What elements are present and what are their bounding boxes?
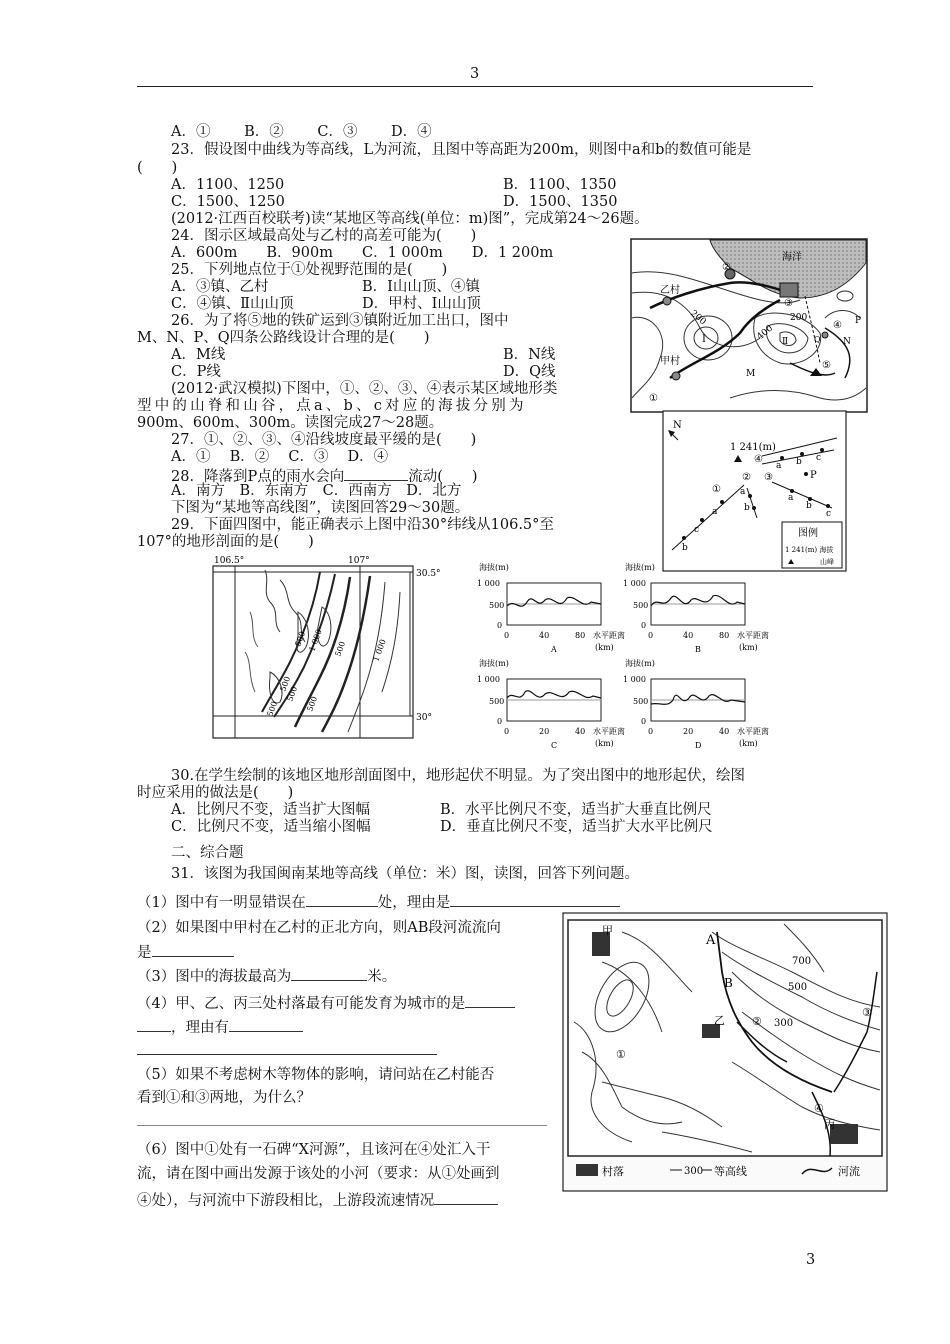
q31-part1 xyxy=(137,892,620,912)
q31-part6: （6）图中①处有一石碑“X河源”，且该河在④处汇入干 xyxy=(137,1142,491,1158)
map2-label-1c: c xyxy=(694,525,700,535)
profile-a-xtick-0: 0 xyxy=(504,631,510,640)
q31-part5-answer-line[interactable] xyxy=(137,1125,547,1126)
map1-label-4: ④ xyxy=(833,320,842,331)
map1-label-jiacun: 甲村 xyxy=(660,356,680,367)
q23-option-d: D．1500、1350 xyxy=(503,194,618,210)
header-rule xyxy=(137,86,813,87)
q31-part3 xyxy=(137,966,396,986)
profile-c-xtick-2: 40 xyxy=(575,727,586,736)
map2-legend-title: 图例 xyxy=(798,528,818,539)
profile-c-ytick-0: 0 xyxy=(497,717,503,726)
q23-option-b: B．1100、1350 xyxy=(503,177,617,193)
q31-part5: （5）如果不考虑树木等物体的影响，请问站在乙村能否 xyxy=(137,1067,495,1083)
q31-part4-answer-line[interactable] xyxy=(137,1054,437,1055)
q24-intro: (2012·江西百校联考)读“某地区等高线(单位：m)图”，完成第24～26题。 xyxy=(171,211,649,227)
profile-d-xtick-0: 0 xyxy=(648,727,654,736)
map1-label-yicun: 乙村 xyxy=(660,285,680,296)
map1-label-5: ⑤ xyxy=(822,360,831,371)
q26-option-c: C．P线 xyxy=(171,364,221,380)
map2-label-3: ③ xyxy=(764,472,773,483)
q27-intro-3: 900m、600m、300m。读图完成27～28题。 xyxy=(137,415,444,431)
profile-c xyxy=(477,658,625,750)
map2-north: N xyxy=(673,420,682,431)
q31-part4-a: （4）甲、乙、丙三处村落最有可能发育为城市的是 xyxy=(137,996,466,1012)
map4-label-yi: 乙 xyxy=(714,1014,725,1027)
map1-label-mount-2: Ⅱ xyxy=(782,337,789,347)
map2-label-p: P xyxy=(810,470,817,481)
map4-label-a: A xyxy=(706,933,716,948)
q25-stem: 25．下列地点位于①处视野范围的是( ) xyxy=(171,262,448,278)
q27-stem: 27．①、②、③、④沿线坡度最平缓的是( ) xyxy=(171,432,477,448)
profile-a-ytick-500: 500 xyxy=(489,601,505,610)
map3-contour-2: 1 000 xyxy=(307,628,324,653)
map1-label-sea: 海洋 xyxy=(782,252,802,263)
profile-b-ytick-0: 0 xyxy=(641,621,647,630)
q28-options: A．南方 B．东南方 C．西南方 D．北方 xyxy=(171,483,462,499)
q31-part6-b: 流，请在图中画出发源于该处的小河（要求：从①处画到 xyxy=(137,1166,500,1182)
q31-part6-blank[interactable] xyxy=(434,1190,498,1205)
q31-part2-blank[interactable] xyxy=(152,942,234,957)
q31-part1-b: 处，理由是 xyxy=(377,895,451,911)
profile-d-xtick-1: 20 xyxy=(683,727,694,736)
map3-lat-bottom: 30° xyxy=(416,713,432,723)
q31-part4-line2 xyxy=(137,1017,303,1037)
contour-map-sea xyxy=(630,238,868,413)
q31-part3-b: 米。 xyxy=(367,969,397,985)
q26-option-b: B．N线 xyxy=(503,347,556,363)
map3-lon-left: 106.5° xyxy=(214,556,245,566)
map2-label-1b: b xyxy=(682,543,688,553)
q27-intro: (2012·武汉模拟)下图中，①、②、③、④表示某区域地形类 xyxy=(171,381,558,397)
map4-legend-contour: 等高线 xyxy=(714,1165,747,1178)
map4-legend-village: 村落 xyxy=(602,1165,624,1178)
map2-label-4: ④ xyxy=(754,454,763,465)
profile-a-xlabel: 水平距离 xyxy=(593,631,625,640)
q26-stem: 26．为了将⑤地的铁矿运到③镇附近加工出口，图中 xyxy=(171,313,509,329)
q29-stem: 29．下面四图中，能正确表示上图中沿30°纬线从106.5°至 xyxy=(171,517,554,533)
q31-part1-blank2[interactable] xyxy=(450,892,620,907)
q23-option-c: C．1500、1250 xyxy=(171,194,285,210)
profile-a-xtick-1: 40 xyxy=(539,631,550,640)
map3-contour-4: 1 000 xyxy=(371,638,388,663)
map2-legend-text: 1 241(m) 海拔 xyxy=(785,546,834,554)
map2-label-2a: a xyxy=(740,487,746,497)
map4-label-b: B xyxy=(724,976,733,990)
profile-b-xunit: (km) xyxy=(739,643,758,652)
map1-label-200a: 200 xyxy=(688,308,708,328)
map2-label-4a: a xyxy=(776,461,782,471)
q29-stem-2: 107°的地形剖面的是( ) xyxy=(137,534,314,550)
map2-legend-peak: 山峰 xyxy=(820,558,834,566)
footer-page-number: 3 xyxy=(806,1252,816,1268)
map1-label-400: 400 xyxy=(755,323,776,343)
map2-label-3b: b xyxy=(806,501,812,511)
profile-b-xlabel: 水平距离 xyxy=(737,631,769,640)
profile-a xyxy=(477,562,625,654)
q26-option-a: A．M线 xyxy=(171,347,226,363)
map1-label-mount-1: Ⅰ xyxy=(702,334,706,345)
profile-d-letter: D xyxy=(695,741,702,750)
profile-d-xlabel: 水平距离 xyxy=(737,727,769,736)
q25-option-a: A．③镇、乙村 xyxy=(171,279,269,295)
q28-stem-part2: 流动( ) xyxy=(408,469,478,485)
map3-contour-1: 500 xyxy=(293,630,308,648)
map4-legend-300: 300 xyxy=(684,1166,704,1177)
q31-part3-a: （3）图中的海拔最高为 xyxy=(137,969,292,985)
map4-label-1: ① xyxy=(616,1048,626,1061)
profile-c-xtick-1: 20 xyxy=(539,727,550,736)
map3-lat-top: 30.5° xyxy=(416,569,441,579)
section-title: 二、综合题 xyxy=(171,845,244,861)
q31-part6-text: ④处），与河流中下游段相比，上游段流速情况 xyxy=(137,1193,435,1209)
q31-part1-a: （1）图中有一明显错误在 xyxy=(137,895,306,911)
profile-a-letter: A xyxy=(551,645,557,654)
terrain-profiles xyxy=(475,558,795,754)
q30-option-b: B．水平比例尺不变，适当扩大垂直比例尺 xyxy=(440,802,712,818)
q26-option-d: D．Q线 xyxy=(503,364,556,380)
profile-d-xunit: (km) xyxy=(739,739,758,748)
q30-option-d: D．垂直比例尺不变，适当扩大水平比例尺 xyxy=(440,819,713,835)
map4-label-4: ④ xyxy=(814,1102,824,1115)
map4-label-300: 300 xyxy=(774,1018,794,1029)
q30-option-a: A．比例尺不变，适当扩大图幅 xyxy=(171,802,370,818)
q25-option-d: D．甲村、Ⅰ山山顶 xyxy=(362,296,481,312)
q24-stem: 24．图示区域最高处与乙村的高差可能为( ) xyxy=(171,228,477,244)
map3-contour-3: 500 xyxy=(333,640,348,658)
profile-a-xtick-2: 80 xyxy=(575,631,586,640)
map2-label-4c: c xyxy=(816,453,822,463)
q30-stem-2: 时应采用的做法是( ) xyxy=(137,785,294,801)
q31-part4-blank1[interactable] xyxy=(465,993,515,1008)
map2-label-4b: b xyxy=(796,457,802,467)
q23-paren: ( ) xyxy=(137,160,178,176)
map4-label-jia: 甲 xyxy=(602,924,613,937)
map1-label-p: P xyxy=(855,316,862,326)
map4-label-3: ③ xyxy=(862,1006,872,1019)
profile-c-xlabel: 水平距离 xyxy=(593,727,625,736)
q31-part4-blank2[interactable] xyxy=(137,1017,171,1032)
map3-contour-6: 500 xyxy=(265,700,280,718)
q25-option-c: C．④镇、Ⅱ山山顶 xyxy=(171,296,294,312)
map1-label-n: N xyxy=(843,337,851,347)
profile-a-ylabel: 海拔(m) xyxy=(479,563,509,572)
q22-options: A．① B．② C．③ D．④ xyxy=(171,124,432,140)
profile-a-ytick-1000: 1 000 xyxy=(477,579,500,588)
map4-label-500: 500 xyxy=(788,982,808,993)
q23-option-a: A．1100、1250 xyxy=(171,177,285,193)
map3-contour-8: 500 xyxy=(305,695,320,713)
q27-options: A．① B．② C．③ D．④ xyxy=(171,449,389,465)
profile-c-ytick-500: 500 xyxy=(489,697,505,706)
map1-label-3: ③ xyxy=(784,298,793,309)
map2-peak: 1 241(m) xyxy=(730,442,776,453)
profile-d xyxy=(623,658,769,750)
q31-part4-b: ，理由有 xyxy=(171,1020,229,1036)
profile-b-xtick-0: 0 xyxy=(648,631,654,640)
q31-part2-label: 是 xyxy=(137,945,152,961)
minnan-contour-map xyxy=(562,912,888,1192)
map3-contour-7: 500 xyxy=(285,685,300,703)
profile-b-letter: B xyxy=(695,645,701,654)
map1-label-200b: 200 xyxy=(790,313,808,323)
map3-contour-5: 500 xyxy=(278,675,293,693)
q25-option-b: B．Ⅰ山山顶、④镇 xyxy=(362,279,480,295)
q31-part4-blank3[interactable] xyxy=(229,1017,303,1032)
q31-part4 xyxy=(137,993,515,1013)
map4-label-2: ② xyxy=(752,1015,762,1028)
q23-stem: 23．假设图中曲线为等高线，L为河流，且图中等高距为200m，则图中a和b的数值可能是 xyxy=(171,142,752,158)
profile-c-ylabel: 海拔(m) xyxy=(479,659,509,668)
map1-label-2: ② xyxy=(722,262,731,273)
header-page-number: 3 xyxy=(470,66,480,82)
q24-options: A．600m B．900m C．1 000m D．1 200m xyxy=(171,245,554,261)
q26-stem-2: M、N、P、Q四条公路线设计合理的是( ) xyxy=(137,330,430,346)
profile-a-xunit: (km) xyxy=(595,643,614,652)
profile-d-ytick-500: 500 xyxy=(633,697,649,706)
q28-stem-part1: 28．降落到P点的雨水会向 xyxy=(171,469,345,485)
map3-lon-right: 107° xyxy=(348,556,370,566)
map1-label-q: Q xyxy=(814,335,821,344)
profile-c-xtick-0: 0 xyxy=(504,727,510,736)
profile-a-ytick-0: 0 xyxy=(497,621,503,630)
q31-stem: 31．该图为我国闽南某地等高线（单位：米）图，读图，回答下列问题。 xyxy=(171,866,639,882)
map4-legend-river: 河流 xyxy=(838,1165,860,1178)
q31-part6-c xyxy=(137,1190,498,1210)
map2-label-1: ① xyxy=(712,484,721,495)
profile-c-xunit: (km) xyxy=(595,739,614,748)
q27-intro-2: 型中的山脊和山谷，点a、b、c对应的海拔分别为 xyxy=(137,398,527,414)
contour-map-coordinates xyxy=(210,552,450,742)
profile-b-xtick-1: 40 xyxy=(683,631,694,640)
map2-label-1a: a xyxy=(712,507,718,517)
profile-b xyxy=(623,562,769,654)
q28-blank[interactable] xyxy=(344,466,408,481)
map2-label-2b: b xyxy=(744,503,750,513)
q29-intro: 下图为“某地等高线图”，读图回答29～30题。 xyxy=(171,500,470,516)
q31-part3-blank[interactable] xyxy=(291,966,367,981)
profile-c-letter: C xyxy=(551,741,558,750)
map1-label-1: ① xyxy=(649,393,658,404)
map2-label-3a: a xyxy=(788,493,794,503)
profile-d-xtick-2: 40 xyxy=(719,727,730,736)
profile-b-ylabel: 海拔(m) xyxy=(625,563,655,572)
q30-stem: 30.在学生绘制的该地区地形剖面图中，地形起伏不明显。为了突出图中的地形起伏，绘图 xyxy=(171,768,746,784)
map2-label-3c: c xyxy=(826,509,832,519)
profile-d-ytick-0: 0 xyxy=(641,717,647,726)
profile-d-ylabel: 海拔(m) xyxy=(625,659,655,668)
q31-part5-b: 看到①和③两地，为什么？ xyxy=(137,1090,311,1106)
q30-option-c: C．比例尺不变，适当缩小图幅 xyxy=(171,819,371,835)
profile-d-ytick-1000: 1 000 xyxy=(623,675,646,684)
profile-c-ytick-1000: 1 000 xyxy=(477,675,500,684)
q31-part2-b xyxy=(137,942,234,962)
profile-b-ytick-1000: 1 000 xyxy=(623,579,646,588)
map2-label-2: ② xyxy=(742,472,751,483)
map1-label-m: M xyxy=(746,369,756,379)
map4-label-bing: 丙 xyxy=(824,1118,835,1131)
q31-part1-blank1[interactable] xyxy=(306,892,378,907)
q31-part2: （2）如果图中甲村在乙村的正北方向，则AB段河流流向 xyxy=(137,920,501,936)
map4-label-700: 700 xyxy=(792,956,812,967)
profile-b-ytick-500: 500 xyxy=(633,601,649,610)
profile-b-xtick-2: 80 xyxy=(719,631,730,640)
ridge-valley-map xyxy=(662,410,847,572)
